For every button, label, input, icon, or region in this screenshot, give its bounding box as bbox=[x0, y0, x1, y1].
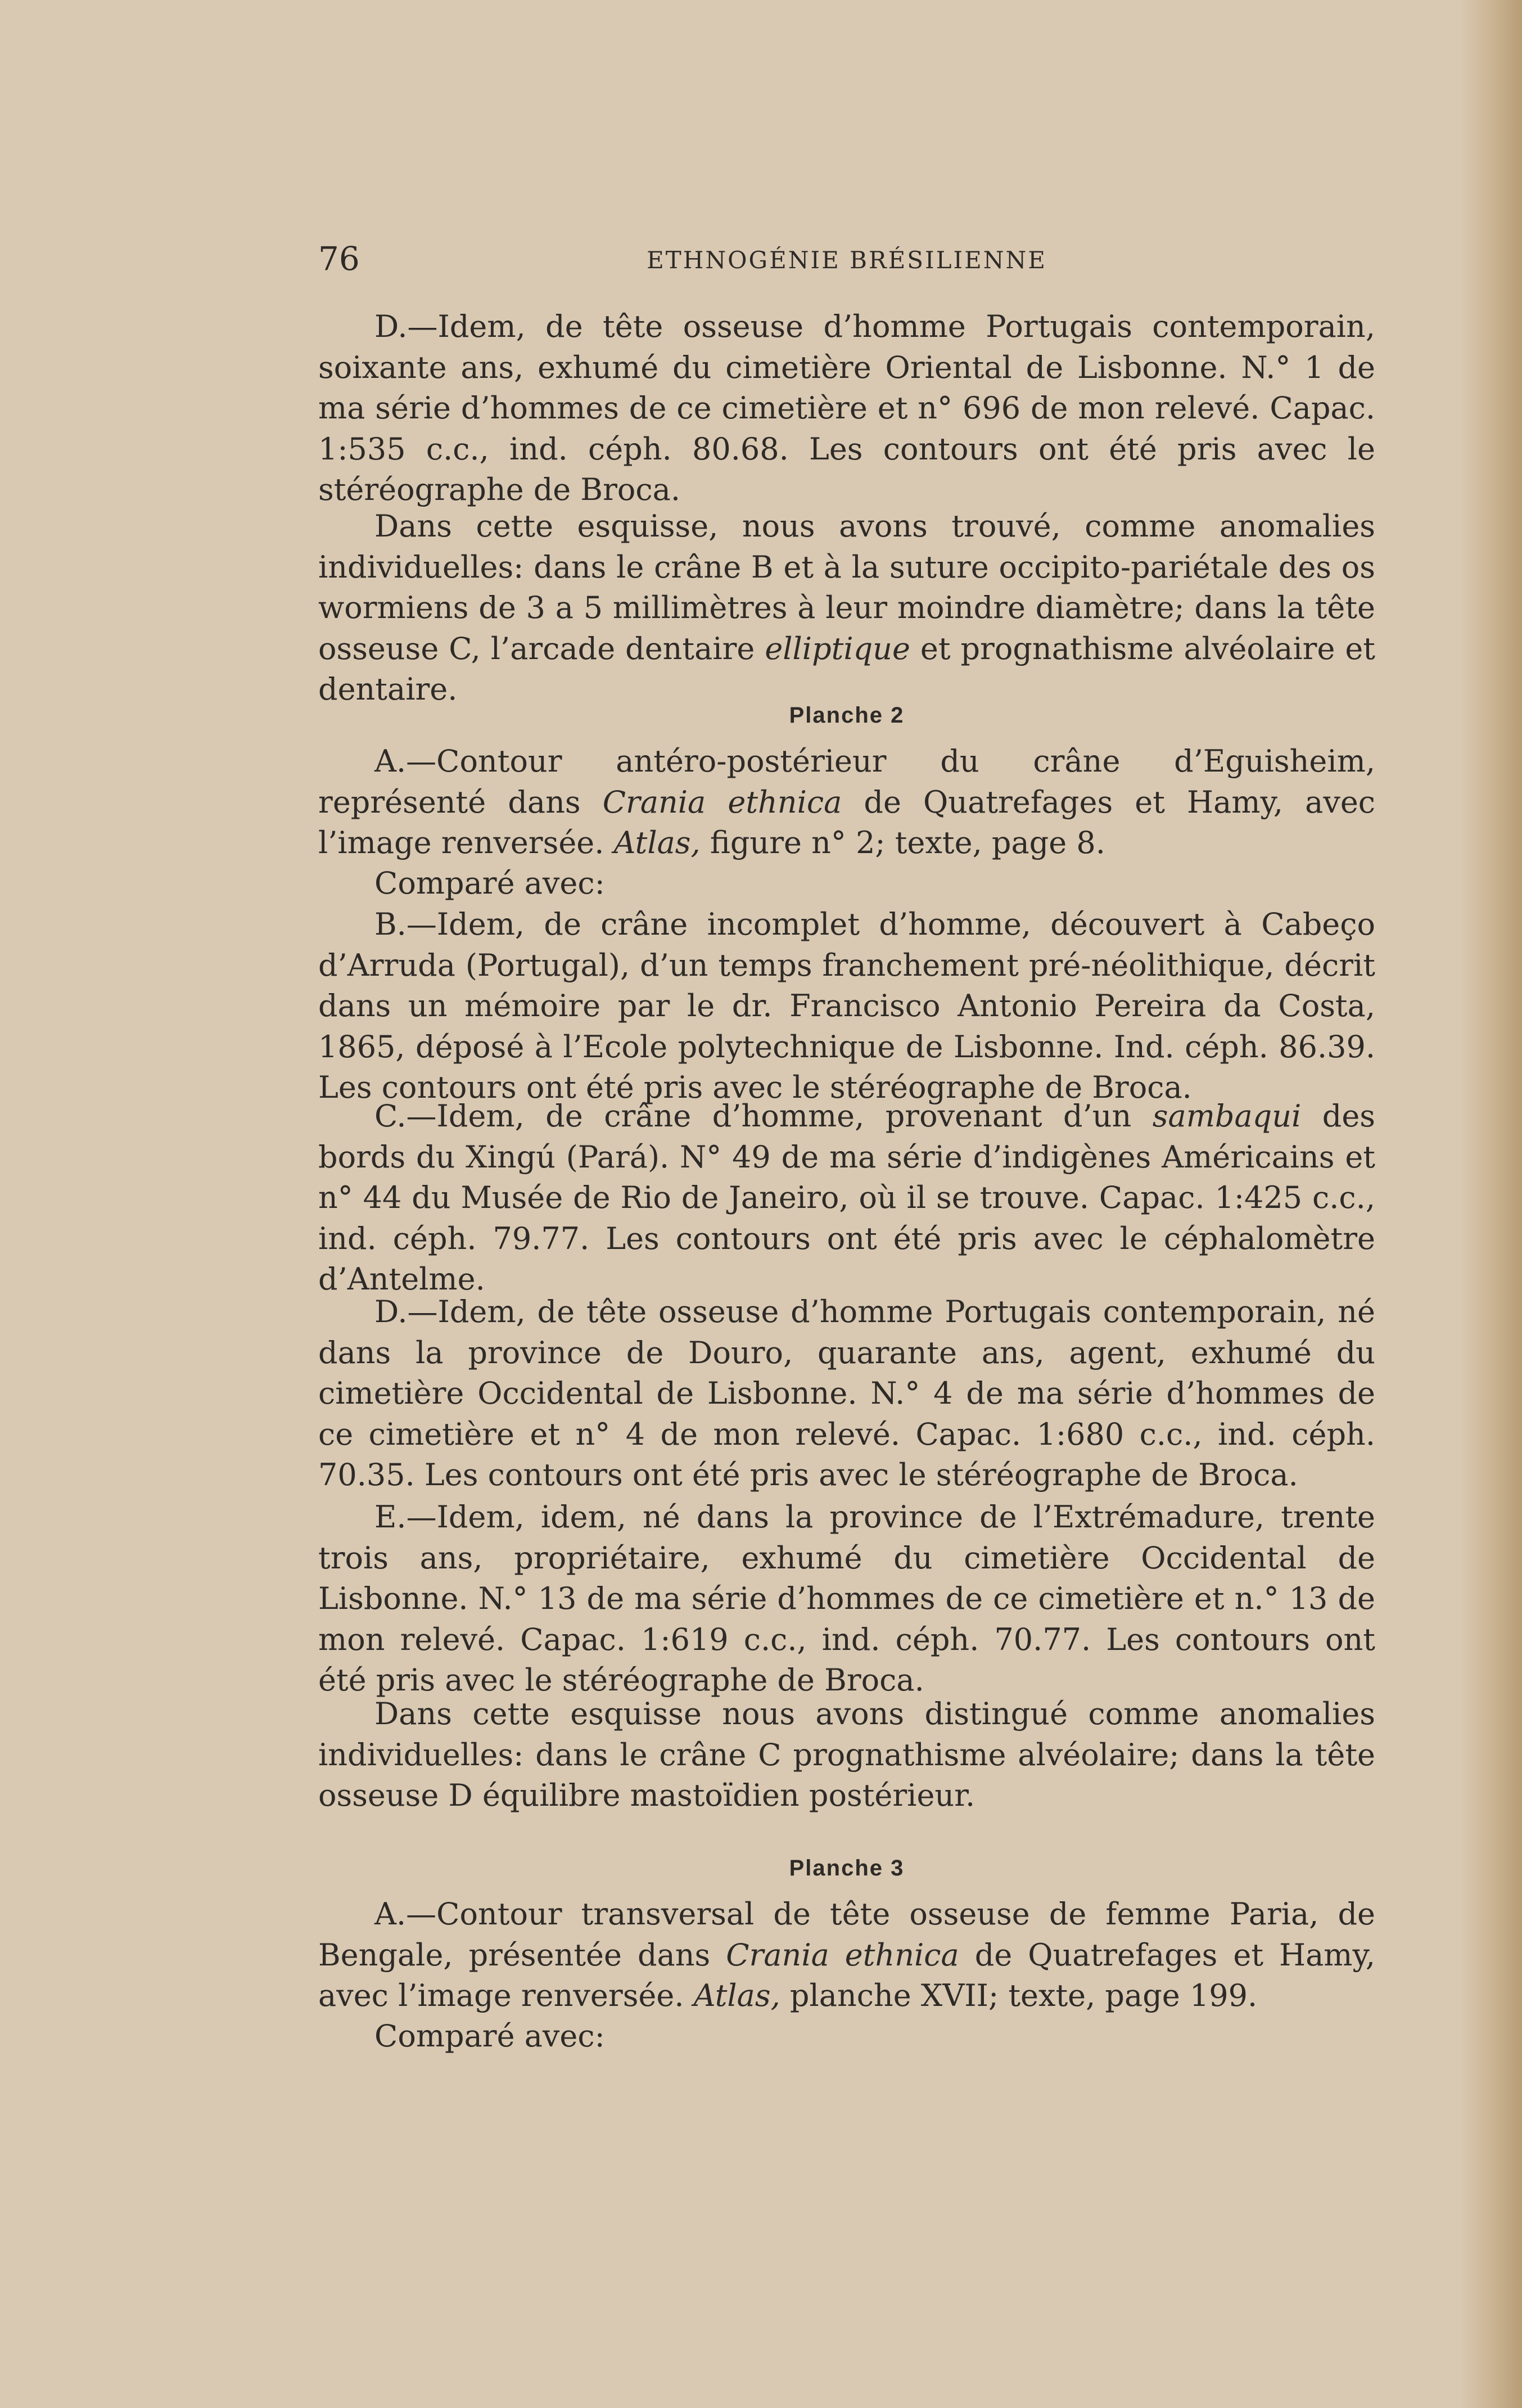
paragraph-d-douro: D.—Idem, de tête osseuse d’homme Portugais contemporain, né dans la province de Douro, quarante ans, agent, exhumé du cimetière Occidental de Lisbonne. N.° 4 de ma série d’hommes de ce cimetière et n° 4 de mon relevé. Capac. 1:680 c.c., ind. céph. 70.35. Les contours ont été pris avec le stéréographe de Broca. bbox=[318, 1294, 1375, 1492]
paragraph-compare-2: Comparé avec: bbox=[374, 2018, 605, 2054]
paragraph-a-paria: A.—Contour transversal de tête osseuse de femme Paria, de Bengale, présentée dans Crania ethnica de Quatrefages et Hamy, avec l’image renversée. Atlas, planche XVII; texte, page 199. bbox=[318, 1896, 1376, 2013]
page-number: 76 bbox=[318, 240, 360, 278]
paragraph-b-cabeco: B.—Idem, de crâne incomplet d’homme, découvert à Cabeço d’Arruda (Portugal), d’un temps franchement pré-néolithique, décrit dans un mémoire par le dr. Francisco Antonio Pereira da Costa, 1865, déposé à l’Ecole polytechnique de Lisbonne. Ind. céph. 86.39. Les contours ont été pris avec le stéréographe de Broca. bbox=[318, 907, 1375, 1105]
page-header bbox=[318, 236, 1375, 281]
paragraph-anomalies-2: Dans cette esquisse nous avons distingué comme anomalies individuelles: dans le crâne C prognathisme alvéolaire; dans la tête osseuse D équilibre mastoïdien postérieur. bbox=[318, 1696, 1375, 1813]
page-edge-shadow bbox=[1460, 0, 1522, 2408]
running-title: ETHNOGÉNIE BRÉSILIENNE bbox=[647, 246, 1047, 274]
paragraph-a-eguisheim: A.—Contour antéro-postérieur du crâne d’Eguisheim, représenté dans Crania ethnica de Quatrefages et Hamy, avec l’image renversée. Atlas, figure n° 2; texte, page 8. bbox=[318, 743, 1376, 860]
paragraph-d-idem-lisbonne: D.—Idem, de tête osseuse d’homme Portugais contemporain, soixante ans, exhumé du cimetière Oriental de Lisbonne. N.° 1 de ma série d’hommes de ce cimetière et n° 696 de mon relevé. Capac. 1:535 c.c., ind. céph. 80.68. Les contours ont été pris avec le stéréographe de Broca. bbox=[318, 309, 1375, 507]
plate-3-caption: Planche 3 bbox=[789, 1856, 905, 1881]
paragraph-e-extremadure: E.—Idem, idem, né dans la province de l’Extrémadure, trente trois ans, propriétaire, exhumé du cimetière Occidental de Lisbonne. N.° 13 de ma série d’hommes de ce cimetière et n.° 13 de mon relevé. Capac. 1:619 c.c., ind. céph. 70.77. Les contours ont été pris avec le stéréographe de Broca. bbox=[318, 1499, 1375, 1698]
paragraph-compare-1: Comparé avec: bbox=[374, 865, 605, 901]
paragraph-anomalies-1: Dans cette esquisse, nous avons trouvé, comme anomalies individuelles: dans le crâne B et à la suture occipito-pariétale des os wormiens de 3 a 5 millimètres à leur moindre diamètre; dans la tête osseuse C, l’arcade dentaire elliptique et prognathisme alvéolaire et dentaire. bbox=[318, 508, 1375, 707]
plate-2-caption: Planche 2 bbox=[789, 703, 905, 728]
paragraph-c-xingu: C.—Idem, de crâne d’homme, provenant d’un sambaqui des bords du Xingú (Pará). N° 49 de ma série d’indigènes Américains et n° 44 du Musée de Rio de Janeiro, où il se trouve. Capac. 1:425 c.c., ind. céph. 79.77. Les contours ont été pris avec le céphalomètre d’Antelme. bbox=[318, 1098, 1376, 1297]
